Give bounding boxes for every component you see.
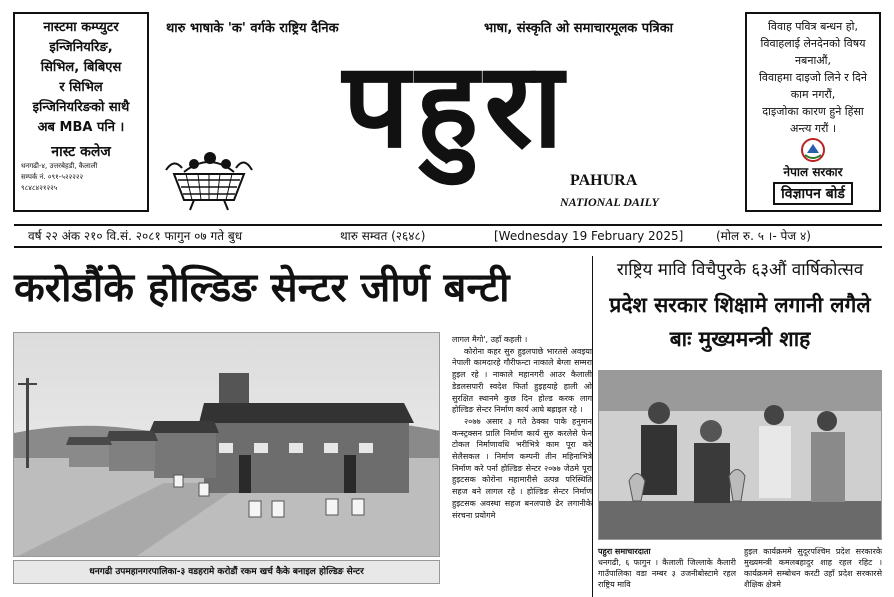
side-story-headline: प्रदेश सरकार शिक्षामे लगानी लगैले बाः मुख्यमन्त्री शाह — [609, 293, 871, 351]
college-phone-2: ९८४८४२१२२५ — [21, 184, 58, 192]
ad-line: अन्त्य गरौं । — [789, 122, 837, 135]
tagline-left: थारु भाषाके 'क' वर्गके राष्ट्रिय दैनिक — [166, 21, 339, 36]
price-page: (मोल रु. ५ ।- पेज ४) — [716, 229, 811, 243]
english-date: [Wednesday 19 February 2025] — [494, 229, 684, 243]
ad-line: सिभिल, बिबिएस — [40, 60, 122, 75]
advertisement-board: विज्ञापन बोर्ड — [773, 182, 853, 205]
ad-line: इन्जिनियरिङको साथै — [32, 100, 130, 115]
holding-center-photo — [13, 332, 440, 557]
college-name: नास्ट कलेज — [51, 144, 111, 160]
side-story-right-column — [744, 546, 882, 590]
story-paragraph: २०७७ असार ३ गते ठेक्का पाके हनुमान कन्स्ट्रक्सन प्रालि निर्माण कार्य सुरु करलेसे फेन टोकल निर्माणावधि भरीभित्रे काम पूरा करे सेलैसकल । निर्माण कम्पनी तीन महिनाभित्रे निर्माण करे पर्ना होल्डिङ सेन्टर २०७७ जेठमे पूरा हुइटसक कोरोना महामारीसे उत्पन्न परिस्थिति सहज बने लागल रहे । होल्डिङ सेन्टर निर्माण हुइटसक अवस्था सहज बनलपाछे ढेर लगानीके संरचना प्रयोगमे — [452, 416, 592, 520]
ad-line: नास्टमा कम्प्युटर — [43, 20, 119, 35]
volume-issue: वर्ष २२ अंक २१० वि.सं. २०८१ फागुन ०७ गते बुध — [28, 229, 243, 243]
left-advertisement — [13, 12, 149, 212]
ad-line: विवाहलाई लेनदेनको विषय — [760, 37, 866, 50]
basket-logo-icon — [164, 150, 254, 212]
side-story-dateline: पहुरा समाचारदाता — [598, 547, 651, 556]
nepal-government: नेपाल सरकार — [783, 165, 843, 179]
side-story-left-column — [598, 546, 736, 590]
college-address: धनगढी-४, उत्तरबेहडी, कैलाली — [21, 162, 98, 170]
story-paragraph: लागल मैगो', उहाँ कहली । — [452, 335, 528, 344]
issue-info-bar — [14, 224, 882, 248]
story-paragraph: कोरोना कहर सुरु हुइलपाछे भारतसे अवइया नेपाली कामदारहे गौरीफन्टा नाकाले बेग्ला सम्मरा हुइल रहे । नाकाले महानगरी आउर कैलाली डेडलसपारी स्वदेश फिर्ता हुइहयाहे हाली ओ सुरक्षित स्थानमे कुछ दिन होल्ड करक लाग होल्डिङ सेन्टर निर्माण कार्य आघे बह्राइल रहे । — [452, 346, 592, 415]
chief-minister-photo — [598, 370, 882, 540]
college-phone: सम्पर्क नं. ०९१-५२२२२२ — [21, 173, 84, 181]
masthead-title: पहुरा — [342, 35, 570, 174]
side-story-kicker: राष्ट्रिय मावि विचैपुरके ६३औं वार्षिकोत्सव — [616, 260, 864, 280]
tagline-right: भाषा, संस्कृति ओ समाचारमूलक पत्रिका — [484, 21, 674, 36]
english-subtitle: NATIONAL DAILY — [560, 195, 659, 209]
ad-line: नबनाऔं, — [794, 54, 832, 67]
ad-line: र सिभिल — [59, 80, 103, 95]
ad-line: विवाह पवित्र बन्धन हो, — [768, 20, 858, 33]
ad-line: अब MBA पनि । — [37, 120, 125, 135]
ad-line: इन्जिनियरिङ, — [49, 40, 113, 55]
photo-caption: धनगढी उपमहानगरपालिका-३ वडहरामे करोडौं रकम खर्च कैके बनाइल होल्डिङ सेन्टर — [13, 560, 440, 584]
english-name: PAHURA — [570, 172, 638, 189]
nepal-emblem-icon — [751, 137, 875, 163]
right-advertisement — [745, 12, 881, 212]
tharu-year: थारु सम्वत (२६४८) — [340, 229, 426, 243]
ad-line: विवाहमा दाइजो लिने र दिने — [759, 71, 867, 84]
story-paragraph: हुइल कार्यक्रममे सुदूरपश्चिम प्रदेश सरकारके मुख्यमन्त्री कमलबहादुर शाह रहल रहिट । कार्यक्रममे सम्बोधन करटी उहाँ प्रदेश सरकारसे शैक्षिक क्षेत्रमे — [744, 547, 882, 589]
main-story-body — [452, 334, 592, 521]
ad-line: काम नगरौं, — [790, 88, 836, 101]
column-divider — [592, 256, 593, 597]
story-paragraph: धनगढी, ६ फागुन । कैलाली जिल्लाके कैलारी गाउँपालिका वडा नम्बर ३ उजनीबोस्टामे रहल राष्ट्रिय मावि — [598, 558, 736, 589]
main-headline: करोडौंके होल्डिङ सेन्टर जीर्ण बन्टी — [14, 265, 510, 311]
ad-line: दाइजोका कारण हुने हिंसा — [762, 105, 864, 118]
